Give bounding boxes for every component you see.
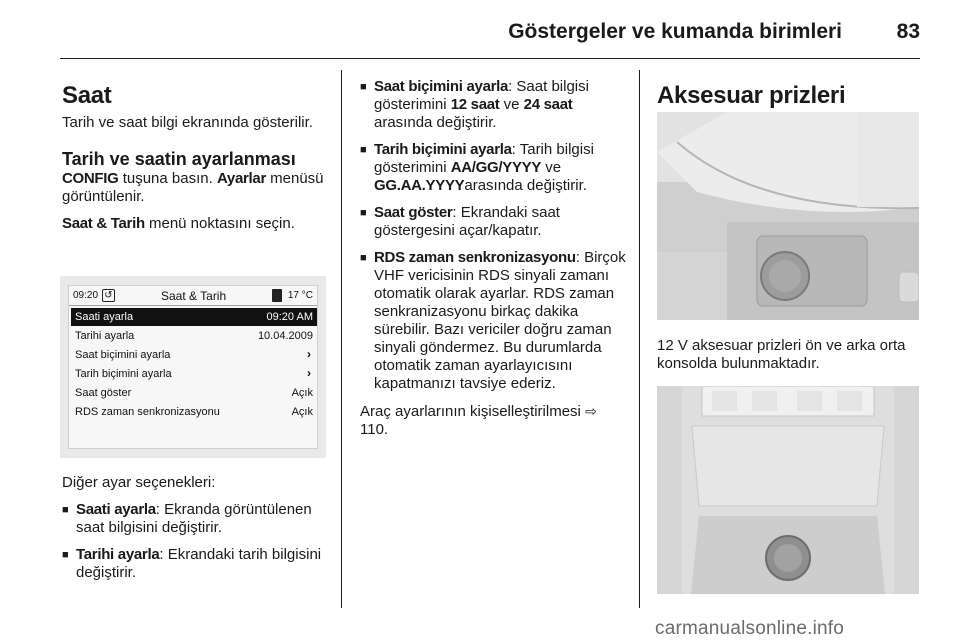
screen-time: 09:20 — [73, 290, 99, 301]
screen-row-rds-sync[interactable]: RDS zaman senkronizasyonu Açık — [75, 406, 313, 418]
page-header — [0, 0, 960, 62]
cross-reference: Araç ayarlarının kişiselleştirilmesi ⇨ 110. — [360, 403, 597, 438]
page-number: 83 — [896, 20, 920, 43]
photo-front-socket — [657, 112, 919, 320]
section-heading-accessory-sockets: Aksesuar prizleri — [657, 82, 846, 109]
screen-temperature: 17 °C — [287, 290, 313, 301]
list-item: ■ Tarihi ayarla: Ekrandaki tarih bilgisini değiştirir. — [62, 546, 328, 582]
column-clock-options — [62, 474, 328, 591]
clock-date-settings-screen — [68, 285, 318, 449]
list-item: ■ Saati ayarla: Ekranda görüntülenen saat bilgisini değiştirir. — [62, 501, 328, 537]
instruction-select-menu: Saat & Tarih menü noktasını seçin. — [62, 215, 295, 232]
instruction-config: CONFIG tuşuna basın. Ayarlar menüsü görüntülenir. — [62, 170, 324, 205]
clock-intro: Tarih ve saat bilgi ekranında gösterilir. — [62, 114, 313, 131]
config-key: CONFIG — [62, 170, 119, 187]
clock-date-menu-name: Saat & Tarih — [62, 215, 145, 232]
screen-row-set-date[interactable]: Tarihi ayarla 10.04.2009 — [75, 330, 313, 342]
column-clock-settings — [360, 78, 626, 448]
settings-list — [360, 78, 626, 393]
chevron-right-icon: › — [307, 347, 311, 361]
list-item: ■ Saat biçimini ayarla: Saat bilgisi gösterimini 12 saat ve 24 saat arasında değiştirir. — [360, 78, 626, 132]
settings-menu-name: Ayarlar — [216, 170, 266, 187]
screen-row-time-format[interactable]: Saat biçimini ayarla › — [75, 347, 311, 361]
sync-icon: ↺ — [102, 289, 115, 302]
column-divider-2 — [639, 70, 640, 608]
column-accessory-sockets — [657, 72, 925, 114]
subheading-set-date-time: Tarih ve saatin ayarlanması — [62, 149, 296, 169]
options-list — [62, 501, 328, 582]
screen-title: Saat & Tarih — [161, 289, 227, 303]
running-header-title: Göstergeler ve kumanda birimleri — [508, 20, 842, 43]
accessory-socket-caption: 12 V aksesuar prizleri ön ve arka orta konsolda bulunmaktadır. — [657, 337, 906, 372]
watermark: carmanualsonline.info — [655, 618, 845, 639]
column-clock — [62, 72, 328, 242]
chevron-right-icon: › — [307, 366, 311, 380]
list-item: ■ Tarih biçimini ayarla: Tarih bilgisi gösterimini AA/GG/YYYY ve GG.AA.YYYYarasında değiştirir. — [360, 141, 626, 195]
screen-row-date-format[interactable]: Tarih biçimini ayarla › — [75, 366, 311, 380]
screen-row-show-clock[interactable]: Saat göster Açık — [75, 387, 313, 399]
reference-arrow-icon: ⇨ — [585, 403, 597, 419]
photo-rear-socket — [657, 386, 919, 594]
options-intro: Diğer ayar seçenekleri: — [62, 474, 216, 491]
display-screenshot — [60, 276, 326, 458]
section-heading-clock: Saat — [62, 82, 112, 109]
list-item: ■ Saat göster: Ekrandaki saat göstergesini açar/kapatır. — [360, 204, 626, 240]
screen-row-set-time[interactable]: Saati ayarla 09:20 AM — [71, 308, 317, 326]
header-divider — [60, 58, 920, 59]
thermometer-icon — [272, 289, 282, 302]
column-divider-1 — [341, 70, 342, 608]
screen-header — [69, 286, 317, 306]
list-item: ■ RDS zaman senkronizasyonu: Birçok VHF vericisinin RDS sinyali zamanı otomatik olarak ayarlar. RDS zaman senkranizasyonu birkaç dakika sürebilir. Bazı vericiler doğru zaman sinyali göndermez. Bu durumlarda otomatik zaman ayarlayıcısını kapatmanızı tavsiye ederiz. — [360, 249, 626, 393]
